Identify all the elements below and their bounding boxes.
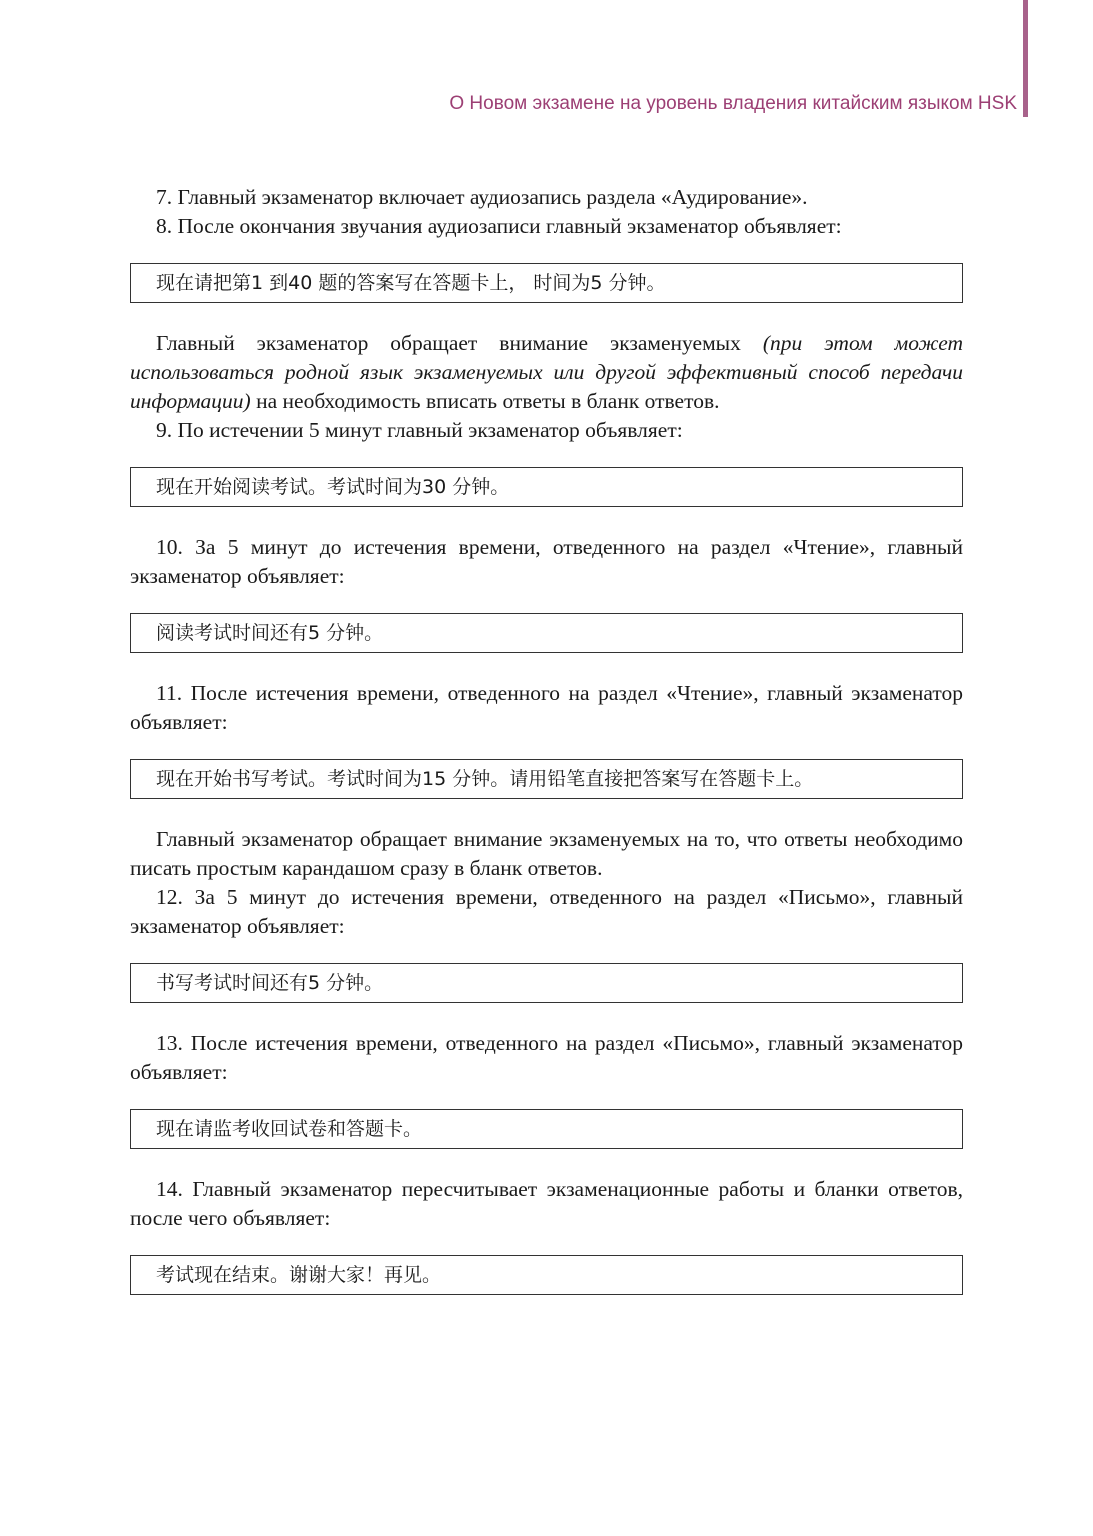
announcement-box-4: 现在开始书写考试。考试时间为15 分钟。请用铅笔直接把答案写在答题卡上。 (130, 759, 963, 799)
instruction-14: 14. Главный экзаменатор пересчитывает экзаменационные работы и бланки ответов, после чего объявляет: (130, 1177, 963, 1230)
announcement-box-2: 现在开始阅读考试。考试时间为30 分钟。 (130, 467, 963, 507)
note-1-italic: (при этом может использоваться родной язык экзаменуемых или другой эффективный способ передачи информации) (130, 331, 963, 413)
note-1: Главный экзаменатор обращает внимание экзаменуемых (при этом может использоваться родной язык экзаменуемых или другой эффективный способ передачи информации) на необходимость вписать ответы в бланк ответов. (130, 331, 963, 413)
announcement-box-6: 现在请监考收回试卷和答题卡。 (130, 1109, 963, 1149)
document-body (130, 183, 963, 1295)
note-2: Главный экзаменатор обращает внимание экзаменуемых на то, что ответы необходимо писать простым карандашом сразу в бланк ответов. (130, 827, 963, 880)
announcement-box-5: 书写考试时间还有5 分钟。 (130, 963, 963, 1003)
instruction-9: 9. По истечении 5 минут главный экзаменатор объявляет: (156, 418, 683, 442)
instruction-7: 7. Главный экзаменатор включает аудиозапись раздела «Аудирование». (156, 185, 808, 209)
instruction-10: 10. За 5 минут до истечения времени, отведенного на раздел «Чтение», главный экзаменатор объявляет: (130, 535, 963, 588)
instruction-13: 13. После истечения времени, отведенного на раздел «Письмо», главный экзаменатор объявляет: (130, 1031, 963, 1084)
announcement-box-3: 阅读考试时间还有5 分钟。 (130, 613, 963, 653)
running-header: О Новом экзамене на уровень владения китайским языком HSK (449, 93, 1017, 114)
instruction-12: 12. За 5 минут до истечения времени, отведенного на раздел «Письмо», главный экзаменатор объявляет: (130, 885, 963, 938)
announcement-box-1: 现在请把第1 到40 题的答案写在答题卡上， 时间为5 分钟。 (130, 263, 963, 303)
announcement-box-7: 考试现在结束。谢谢大家！再见。 (130, 1255, 963, 1295)
instruction-8: 8. После окончания звучания аудиозаписи главный экзаменатор объявляет: (156, 214, 842, 238)
page-edge-marker (1023, 0, 1028, 117)
instruction-11: 11. После истечения времени, отведенного на раздел «Чтение», главный экзаменатор объявляет: (130, 681, 963, 734)
